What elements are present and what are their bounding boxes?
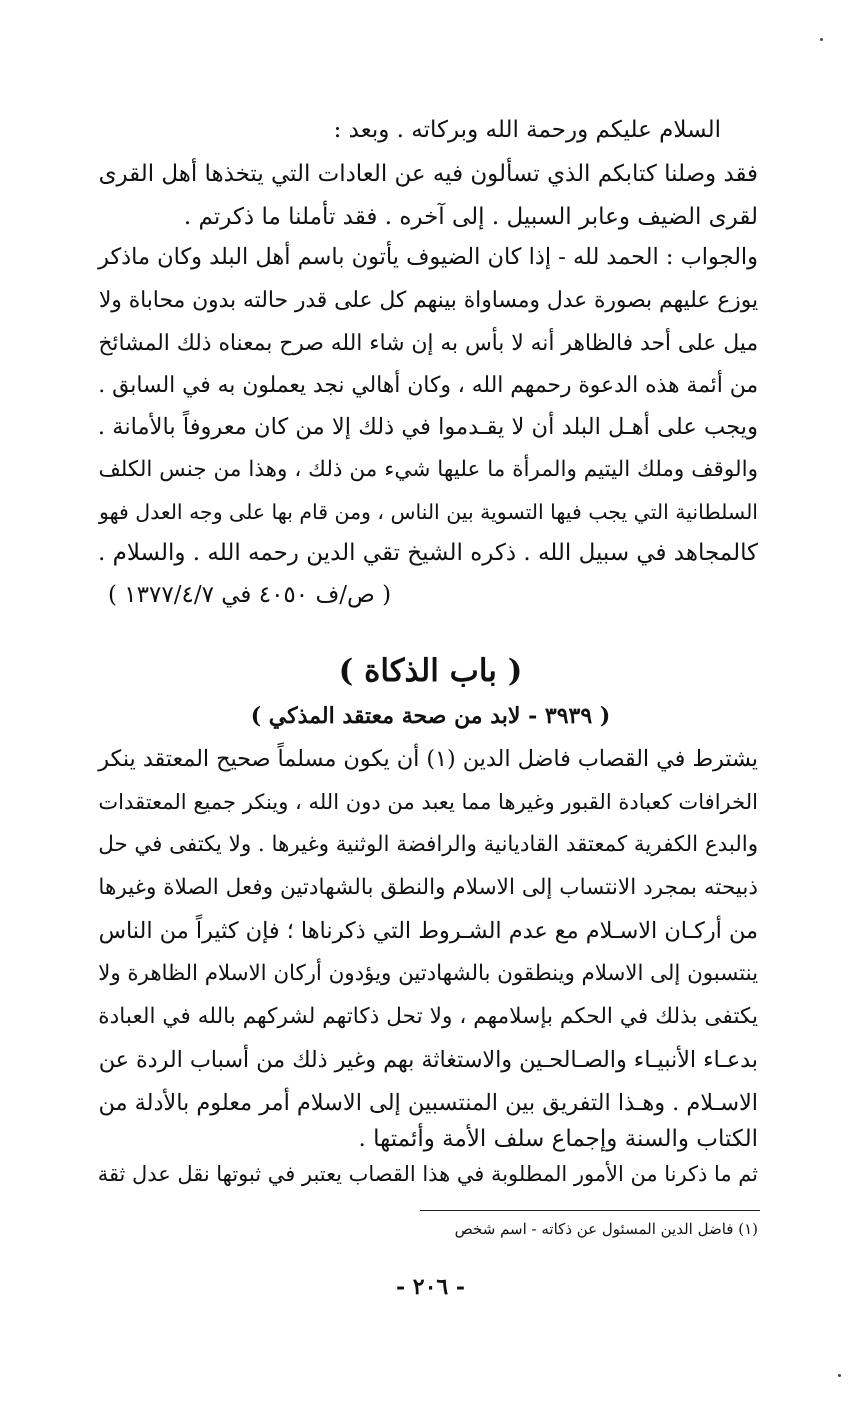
scan-speck	[838, 1374, 841, 1377]
chapter-line: بدعـاء الأنبيـاء والصـالحـين والاستغاثة بهم وغير ذلك من أسباب الردة عن	[98, 1047, 758, 1073]
scan-speck	[820, 38, 823, 41]
letter-line: من أئمة هذه الدعوة رحمهم الله ، وكان أهالي نجد يعملون به في السابق .	[98, 373, 758, 398]
letter-line: والجواب : الحمد لله - إذا كان الضيوف يأتون باسم أهل البلد وكان ماذكر	[98, 244, 758, 270]
chapter-line: والبدع الكفرية كمعتقد القاديانية والرافضة الوثنية وغيرها . ولا يكتفى في حل	[98, 832, 758, 857]
chapter-line: يشترط في القصاب فاضل الدين (١) أن يكون مسلماً صحيح المعتقد ينكر	[98, 746, 758, 772]
chapter-line: الخرافات كعبادة القبور وغيرها مما يعبد من دون الله ، وينكر جميع المعتقدات	[98, 789, 758, 814]
letter-line: السلطانية التي يجب فيها التسوية بين الناس ، ومن قام بها على وجه العدل فهو	[99, 500, 758, 524]
letter-line: والوقف وملك اليتيم والمرأة ما عليها شيء من ذلك ، وهذا من جنس الكلف	[98, 457, 758, 482]
footnote-separator	[420, 1210, 760, 1211]
letter-greeting: السلام عليكم ورحمة الله وبركاته . وبعد :	[333, 117, 721, 143]
letter-line: فقد وصلنا كتابكم الذي تسألون فيه عن العادات التي يتخذها أهل القرى	[98, 161, 758, 187]
chapter-line: الاسـلام . وهـذا التفريق بين المنتسبين إلى الاسلام أمر معلوم بالأدلة من	[98, 1090, 758, 1116]
letter-line: يوزع عليهم بصورة عدل ومساواة بينهم كل على قدر حالته بدون محاباة ولا	[98, 288, 758, 313]
chapter-title: ( باب الذكاة )	[338, 653, 523, 689]
chapter-line: ثم ما ذكرنا من الأمور المطلوبة في هذا القصاب يعتبر في ثبوتها نقل عدل ثقة	[97, 1162, 758, 1186]
chapter-line: من أركـان الاسـلام مع عدم الشـروط التي ذكرناها ؛ فإن كثيراً من الناس	[98, 918, 758, 944]
letter-line: لقرى الضيف وعابر السبيل . إلى آخره . فقد تأملنا ما ذكرتم .	[183, 204, 758, 230]
chapter-line: ذبيحته بمجرد الانتساب إلى الاسلام والنطق بالشهادتين وفعل الصلاة وغيرها	[98, 875, 758, 900]
chapter-subtitle: ( ٣٩٣٩ - لابد من صحة معتقد المذكي )	[250, 703, 611, 729]
letter-line: كالمجاهد في سبيل الله . ذكره الشيخ تقي الدين رحمه الله . والسلام .	[98, 540, 758, 566]
chapter-line: الكتاب والسنة وإجماع سلف الأمة وأئمتها .	[358, 1126, 758, 1152]
letter-line: ويجب على أهـل البلد أن لا يقـدموا في ذلك إلا من كان معروفاً بالأمانة .	[97, 414, 758, 440]
letter-line: ميل على أحد فالظاهر أنه لا بأس به إن شاء الله صرح بمعناه ذلك المشائخ	[98, 331, 758, 356]
chapter-line: يكتفى بذلك في الحكم بإسلامهم ، ولا تحل ذكاتهم لشركهم بالله في العبادة	[98, 1004, 758, 1029]
page-number: - ٢٠٦ -	[395, 1274, 466, 1300]
letter-reference: ( ص/ف ٤٠٥٠ في ١٣٧٧/٤/٧ )	[108, 582, 392, 608]
footnote: (١) فاضل الدين المسئول عن ذكاته - اسم شخص	[454, 1220, 758, 1238]
chapter-line: ينتسبون إلى الاسلام وينطقون بالشهادتين ويؤدون أركان الاسلام الظاهرة ولا	[98, 961, 758, 986]
